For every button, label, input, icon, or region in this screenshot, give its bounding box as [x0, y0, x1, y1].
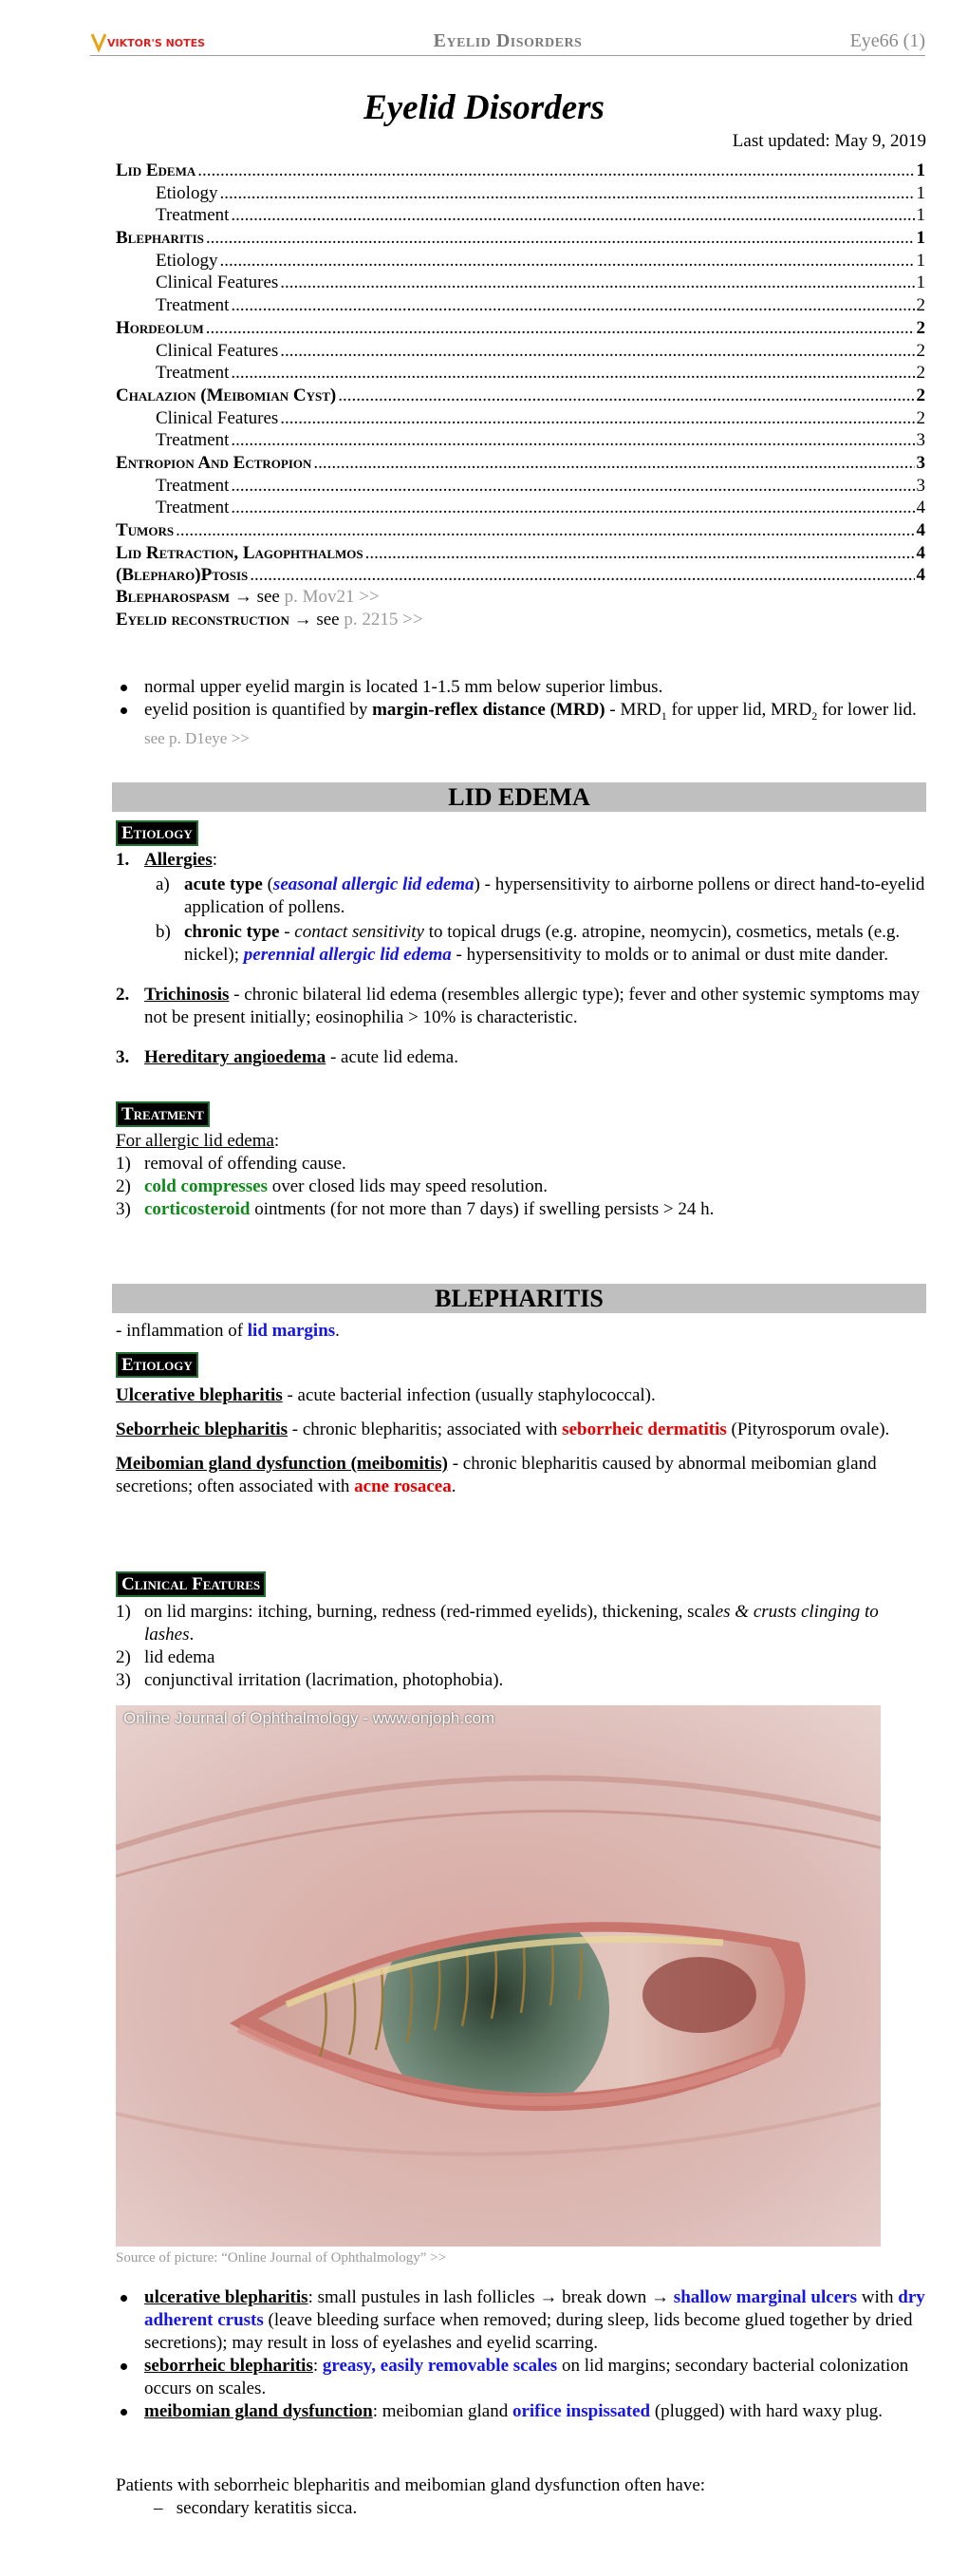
list-item: 3) conjunctival irritation (lacrimation, photophobia). — [116, 1670, 504, 1690]
toc-entry-label: (Blepharo)Ptosis — [116, 565, 249, 586]
toc-entry-label: Treatment — [156, 430, 230, 451]
list-item: normal upper eyelid margin is located 1-1.5 mm below superior limbus. — [116, 676, 927, 699]
lid-edema-etiology-list — [116, 849, 927, 1069]
toc-page-number: 1 — [916, 160, 925, 180]
toc-leader-dots — [231, 294, 914, 317]
table-of-contents — [116, 160, 925, 587]
header-page-label: Eye66 (1) — [849, 30, 925, 51]
toc-entry-label: Etiology — [156, 182, 218, 203]
toc-leader-dots — [231, 362, 914, 385]
toc-entry[interactable] — [116, 564, 925, 587]
toc-entry[interactable] — [116, 497, 925, 519]
toc-page-number: 1 — [916, 273, 925, 293]
clinical-features-list — [116, 1601, 927, 1692]
blepharitis-intro: - inflammation of lid margins. — [116, 1321, 340, 1341]
toc-entry-label: Clinical Features — [156, 407, 279, 428]
toc-entry-label: Clinical Features — [156, 340, 279, 361]
mrd-link[interactable]: see p. D1eye >> — [144, 728, 250, 747]
toc-entry-label: Lid Retraction, Lagophthalmos — [116, 542, 363, 563]
toc-entry-label: Hordeolum — [116, 317, 204, 338]
toc-entry-label: Treatment — [156, 295, 230, 316]
toc-page-number: 2 — [916, 317, 925, 338]
toc-page-number: 4 — [916, 498, 925, 518]
list-item: 1) removal of offending cause. — [116, 1154, 346, 1174]
toc-leader-dots — [219, 250, 914, 273]
toc-entry[interactable] — [116, 519, 925, 542]
list-item: 1. Allergies: a) acute type (seasonal allergic lid edema) - hypersensitivity to airborne pollens or direct hand-to-eyelid application of pollens. b) chronic type - contact sensitivity to topical drugs (e.g. atropine, neomycin), cosmetics, metals (e.g. nickel); perennial allergic lid edema - hypersensitivity to molds or to animal or dust mite dander. — [116, 849, 927, 967]
list-item: ulcerative blepharitis: small pustules in lash follicles → break down → shallow marginal ulcers with dry adherent crusts (leave bleeding surface when removed; during sleep, lids become glued together by dried secretions); may result in loss of eyelashes and eyelid scarring. — [116, 2286, 927, 2355]
toc-entry[interactable] — [116, 340, 925, 363]
toc-leader-dots — [176, 519, 914, 542]
header-section-title: Eyelid Disorders — [433, 30, 583, 51]
list-item: Seborrheic blepharitis - chronic blepharitis; associated with seborrheic dermatitis (Pityrosporum ovale). — [116, 1420, 890, 1439]
toc-entry-label: Treatment — [156, 205, 230, 226]
toc-entry[interactable] — [116, 317, 925, 340]
toc-entry-label: Treatment — [156, 363, 230, 384]
toc-page-number: 3 — [916, 430, 925, 451]
toc-leader-dots — [231, 204, 914, 227]
toc-entry[interactable] — [116, 542, 925, 565]
section-heading-blepharitis: BLEPHARITIS — [112, 1284, 926, 1313]
svg-text:VIKTOR'S NOTES: VIKTOR'S NOTES — [107, 37, 206, 49]
toc-entry-label: Treatment — [156, 498, 230, 518]
toc-leader-dots — [280, 340, 914, 363]
toc-entry-label: Treatment — [156, 475, 230, 496]
toc-entry[interactable] — [116, 429, 925, 452]
toc-entry[interactable] — [116, 452, 925, 475]
toc-entry-label: Entropion And Ectropion — [116, 452, 312, 473]
toc-page-number: 2 — [916, 407, 925, 428]
blepharitis-etiology — [116, 1384, 927, 1498]
toc-entry[interactable] — [116, 294, 925, 317]
toc-page-number: 4 — [916, 565, 925, 586]
toc-page-number: 2 — [916, 385, 925, 405]
list-item: 2) cold compresses over closed lids may speed resolution. — [116, 1176, 548, 1196]
list-item: 3. Hereditary angioedema - acute lid edema. — [116, 1047, 458, 1067]
toc-leader-dots — [206, 317, 915, 340]
toc-leader-dots — [219, 182, 914, 205]
toc-page-number: 4 — [916, 542, 925, 563]
list-item: b) chronic type - contact sensitivity to topical drugs (e.g. atropine, neomycin), cosmetics, metals (e.g. nickel); perennial allergic lid edema - hypersensitivity to molds or to animal or dust mite dander. — [156, 922, 901, 965]
toc-leader-dots — [280, 407, 914, 430]
toc-entry[interactable] — [116, 160, 925, 182]
list-item: seborrheic blepharitis: greasy, easily removable scales on lid margins; secondary bacterial colonization occurs on scales. — [116, 2355, 927, 2400]
toc-entry-label: Lid Edema — [116, 160, 196, 180]
section-heading-lid-edema: LID EDEMA — [112, 782, 926, 812]
toc-leader-dots — [231, 497, 914, 519]
photo-watermark: Online Journal of Ophthalmology - www.onjoph.com — [123, 1709, 495, 1727]
blepharitis-eye-photo — [116, 1705, 881, 2247]
list-item: 1) on lid margins: itching, burning, redness (red-rimmed eyelids), thickening, scales & crusts clinging to lashes. — [116, 1602, 879, 1645]
toc-entry-label: Blepharitis — [116, 228, 204, 249]
list-item: 2) lid edema — [116, 1647, 215, 1667]
document-title: Eyelid Disorders — [363, 88, 605, 127]
toc-entry[interactable] — [116, 182, 925, 205]
list-item: meibomian gland dysfunction: meibomian gland orifice inspissated (plugged) with hard waxy plug. — [116, 2400, 927, 2423]
toc-leader-dots — [231, 475, 914, 498]
toc-entry[interactable] — [116, 407, 925, 430]
toc-leader-dots — [313, 452, 914, 475]
toc-entry-label: Clinical Features — [156, 273, 279, 293]
list-item: – secondary keratitis sicca. — [154, 2498, 358, 2518]
list-item: Meibomian gland dysfunction (meibomitis) - chronic blepharitis caused by abnormal meibomian gland secretions; often associated with acne rosacea. — [116, 1454, 877, 1496]
subheading-etiology: Etiology — [116, 1352, 198, 1378]
toc-entry[interactable] — [116, 272, 925, 294]
toc-page-number: 3 — [916, 475, 925, 496]
toc-entry-label: Chalazion (Meibomian Cyst) — [116, 385, 337, 405]
toc-leader-dots — [197, 160, 914, 182]
subheading-treatment: Treatment — [116, 1101, 210, 1127]
toc-leader-dots — [280, 272, 914, 294]
toc-leader-dots — [365, 542, 915, 565]
xref-link[interactable]: p. Mov21 >> — [284, 587, 380, 607]
blepharitis-features — [116, 2286, 927, 2423]
toc-entry[interactable] — [116, 362, 925, 385]
list-item: eyelid position is quantified by margin-reflex distance $(MRD) - MRD_1$ for upper lid, $MRD_2$ for lower lid. see p. D1eye >> — [116, 699, 927, 750]
lid-edema-treatment: For allergic lid edema: 1) removal of offending cause. 2) cold compresses over closed lids may speed resolution. 3) corticosteroid ointments (for not more than 7 days) if swelling persists > 24 h. — [116, 1130, 927, 1221]
subheading-clinical-features: Clinical Features — [116, 1571, 266, 1597]
subheading-etiology: Etiology — [116, 820, 198, 846]
page-header — [90, 27, 925, 56]
toc-leader-dots — [250, 564, 914, 587]
toc-entry[interactable] — [116, 227, 925, 250]
xref-blepharospasm[interactable]: Blepharospasm → see p. Mov21 >> — [116, 587, 380, 607]
toc-page-number: 2 — [916, 295, 925, 316]
toc-page-number: 2 — [916, 340, 925, 361]
toc-page-number: 1 — [916, 182, 925, 203]
list-item: 3) corticosteroid ointments (for not more than 7 days) if swelling persists > 24 h. — [116, 1199, 715, 1219]
toc-entry[interactable] — [116, 204, 925, 227]
list-item: a) acute type (seasonal allergic lid edema) - hypersensitivity to airborne pollens or direct hand-to-eyelid application of pollens. — [156, 874, 925, 917]
toc-page-number: 1 — [916, 250, 925, 271]
photo-source[interactable]: Source of picture: “Online Journal of Ophthalmology” >> — [116, 2250, 447, 2266]
toc-page-number: 4 — [916, 520, 925, 540]
toc-entry[interactable] — [116, 385, 925, 407]
toc-entry[interactable] — [116, 475, 925, 498]
blepharitis-outro: Patients with seborrheic blepharitis and meibomian gland dysfunction often have: – secondary keratitis sicca. — [116, 2474, 927, 2520]
toc-entry-label: Tumors — [116, 520, 175, 540]
last-updated: Last updated: May 9, 2019 — [732, 131, 926, 151]
toc-page-number: 1 — [916, 205, 925, 226]
toc-entry-label: Etiology — [156, 250, 218, 271]
toc-page-number: 3 — [916, 452, 925, 473]
xref-link[interactable]: p. 2215 >> — [344, 610, 423, 630]
toc-leader-dots — [231, 429, 914, 452]
toc-leader-dots — [338, 385, 914, 407]
list-item: 2. Trichinosis - chronic bilateral lid edema (resembles allergic type); fever and other systemic symptoms may not be present initially; eosinophilia > 10% is characteristic. — [116, 985, 921, 1027]
intro-bullets — [116, 676, 927, 750]
xref-eyelid-reconstruction[interactable]: Eyelid reconstruction → see p. 2215 >> — [116, 610, 423, 630]
toc-page-number: 1 — [916, 228, 925, 249]
toc-entry[interactable] — [116, 250, 925, 273]
toc-page-number: 2 — [916, 363, 925, 384]
list-item: Ulcerative blepharitis - acute bacterial infection (usually staphylococcal). — [116, 1385, 656, 1405]
toc-leader-dots — [206, 227, 915, 250]
